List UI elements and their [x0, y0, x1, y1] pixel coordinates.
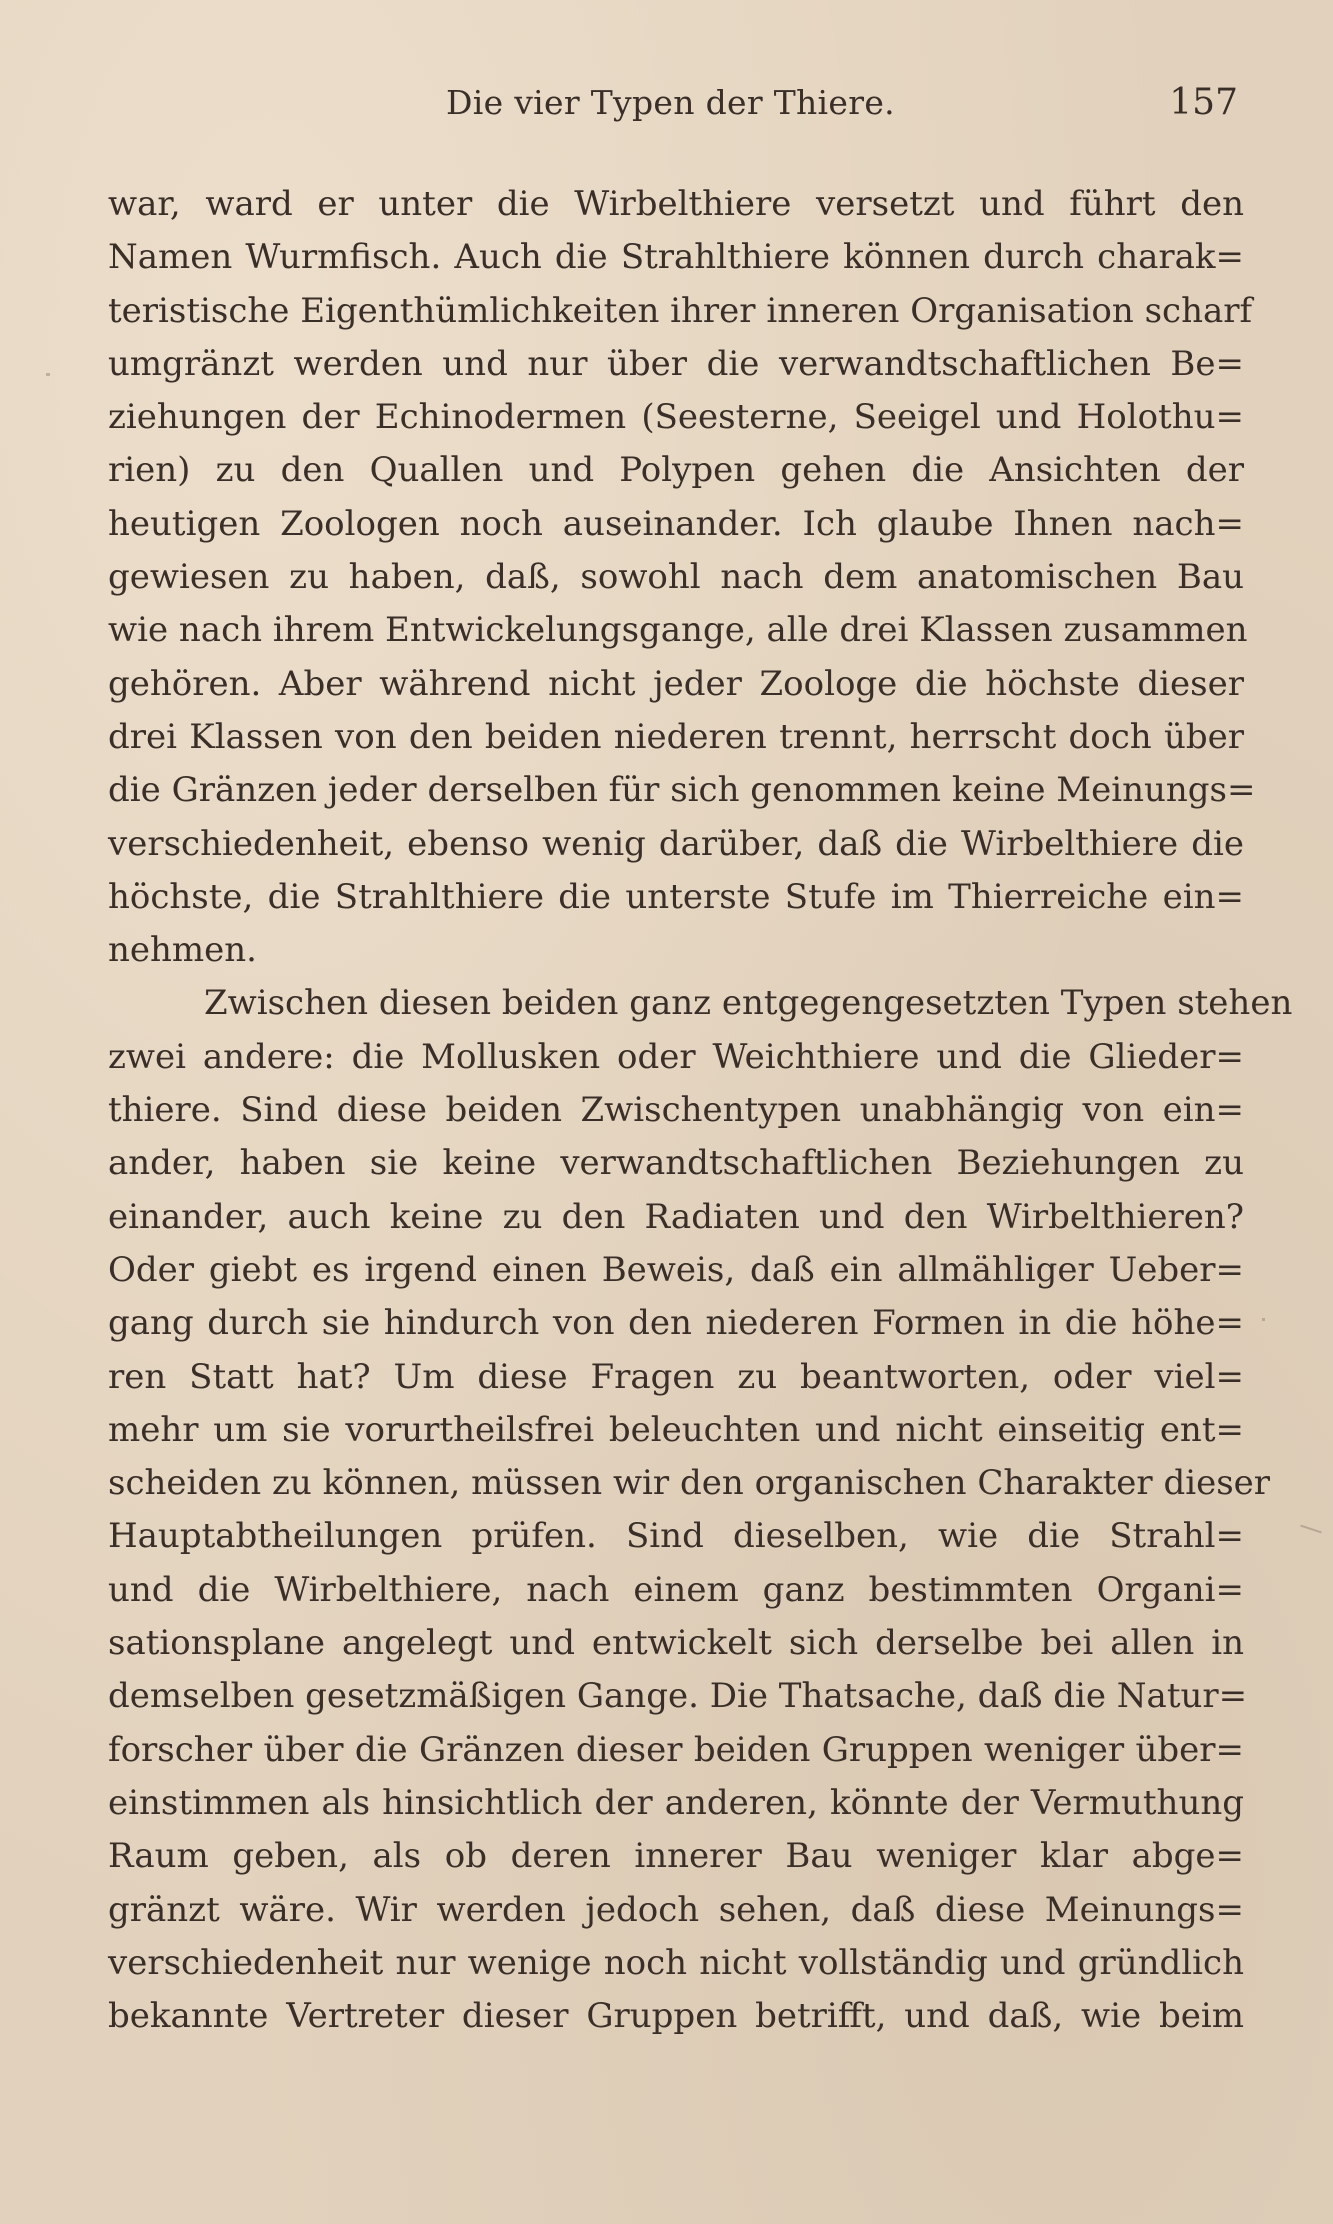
text-line: rien) zu den Quallen und Polypen gehen die Ansichten der	[108, 450, 1244, 491]
text-line: die Gränzen jeder derselben für sich genommen keine Meinungs=	[108, 770, 1256, 811]
text-line: scheiden zu können, müssen wir den organischen Charakter dieser	[108, 1463, 1271, 1504]
text-line: umgränzt werden und nur über die verwandtschaftlichen Be=	[108, 343, 1244, 384]
text-line: Zwischen diesen beiden ganz entgegengesetzten Typen stehen	[204, 983, 1293, 1024]
text-line: war, ward er unter die Wirbelthiere versetzt und führt den	[108, 184, 1244, 224]
page-header	[108, 78, 1238, 128]
text-line: gehören. Aber während nicht jeder Zoologe die höchste dieser	[108, 663, 1244, 704]
paper-speck	[1300, 1525, 1322, 1534]
text-line: teristische Eigenthümlichkeiten ihrer inneren Organisation scharf	[108, 290, 1253, 331]
page-number: 157	[1169, 82, 1238, 123]
text-line: drei Klassen von den beiden niederen trennt, herrscht doch über	[108, 716, 1244, 757]
text-line: nehmen.	[108, 930, 257, 971]
text-line: ander, haben sie keine verwandtschaftlichen Beziehungen zu	[108, 1143, 1244, 1184]
paragraph	[108, 178, 1256, 977]
text-line: verschiedenheit nur wenige noch nicht vollständig und gründlich	[108, 1942, 1244, 1983]
text-line: ziehungen der Echinodermen (Seesterne, Seeigel und Holothu=	[108, 397, 1244, 438]
text-line: höchste, die Strahlthiere die unterste Stufe im Thierreiche ein=	[108, 876, 1244, 917]
text-line: Oder giebt es irgend einen Beweis, daß ein allmähliger Ueber=	[108, 1249, 1244, 1290]
text-line: Raum geben, als ob deren innerer Bau weniger klar abge=	[108, 1836, 1244, 1877]
text-line: sationsplane angelegt und entwickelt sich derselbe bei allen in	[108, 1623, 1244, 1664]
text-line: ren Statt hat? Um diese Fragen zu beantworten, oder viel=	[108, 1356, 1244, 1397]
text-line: gewiesen zu haben, daß, sowohl nach dem anatomischen Bau	[108, 557, 1244, 598]
text-line: einander, auch keine zu den Radiaten und den Wirbelthieren?	[108, 1196, 1244, 1237]
text-line: gang durch sie hindurch von den niederen Formen in die höhe=	[108, 1303, 1244, 1344]
body-text	[108, 178, 1293, 2043]
text-line: Hauptabtheilungen prüfen. Sind dieselben, wie die Strahl=	[108, 1516, 1244, 1557]
text-line: und die Wirbelthiere, nach einem ganz bestimmten Organi=	[108, 1569, 1244, 1610]
text-line: bekannte Vertreter dieser Gruppen betrifft, und daß, wie beim	[108, 1996, 1244, 2037]
paragraph	[108, 977, 1293, 2043]
text-line: Namen Wurmfisch. Auch die Strahlthiere können durch charak=	[108, 237, 1244, 278]
text-line: demselben gesetzmäßigen Gange. Die Thatsache, daß die Natur=	[108, 1676, 1248, 1717]
text-line: einstimmen als hinsichtlich der anderen, könnte der Vermuthung	[108, 1782, 1244, 1823]
text-line: thiere. Sind diese beiden Zwischentypen unabhängig von ein=	[108, 1090, 1244, 1131]
text-line: heutigen Zoologen noch auseinander. Ich glaube Ihnen nach=	[108, 503, 1244, 544]
paper-speck	[1262, 1318, 1265, 1321]
text-line: zwei andere: die Mollusken oder Weichthiere und die Glieder=	[108, 1036, 1244, 1077]
paper-speck	[46, 373, 50, 376]
text-line: forscher über die Gränzen dieser beiden Gruppen weniger über=	[108, 1729, 1244, 1770]
text-line: mehr um sie vorurtheilsfrei beleuchten und nicht einseitig ent=	[108, 1409, 1244, 1450]
running-title: Die vier Typen der Thiere.	[446, 83, 895, 122]
text-line: verschiedenheit, ebenso wenig darüber, daß die Wirbelthiere die	[108, 823, 1244, 864]
text-line: wie nach ihrem Entwickelungsgange, alle drei Klassen zusammen	[108, 610, 1248, 651]
text-line: gränzt wäre. Wir werden jedoch sehen, daß diese Meinungs=	[108, 1889, 1244, 1930]
